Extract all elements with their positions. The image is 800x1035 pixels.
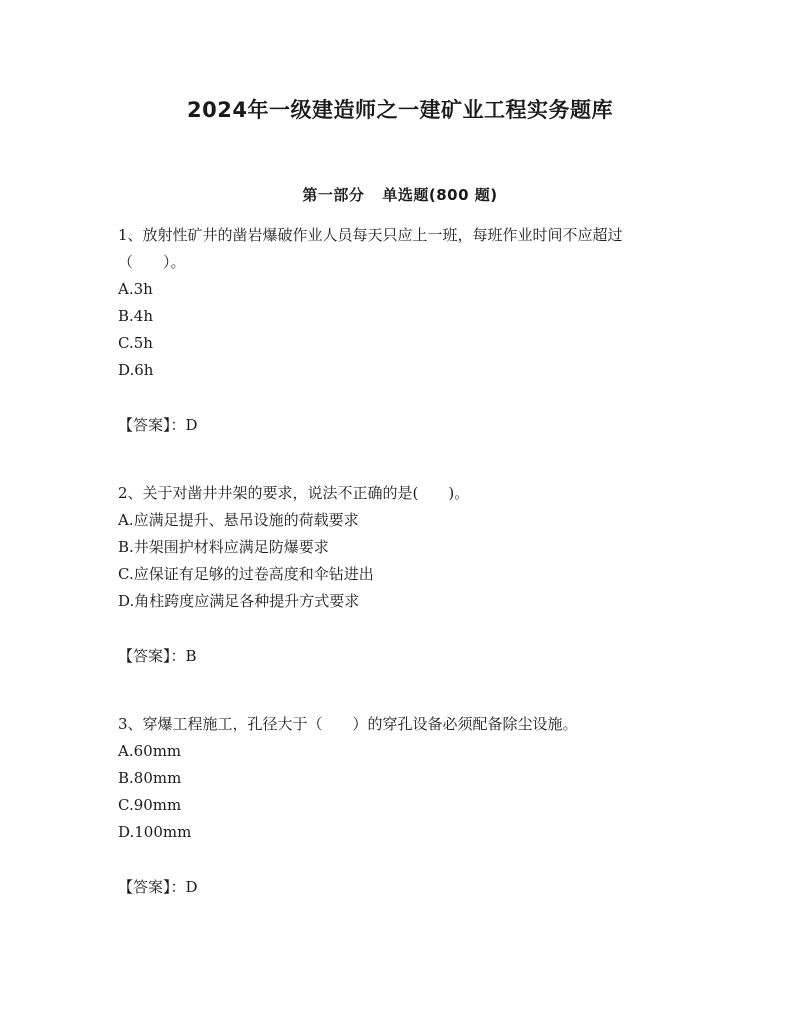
answer-line: 【答案】：D xyxy=(118,416,198,434)
answer-line: 【答案】：B xyxy=(118,647,197,665)
option-d: D.角柱跨度应满足各种提升方式要求 xyxy=(118,592,360,610)
option-c: C.应保证有足够的过卷高度和伞钻进出 xyxy=(118,565,374,583)
question-stem: 2、关于对凿井井架的要求，说法不正确的是( )。 xyxy=(118,484,470,502)
section-type-label: 单选题(800 题) xyxy=(382,186,498,204)
option-b: B.4h xyxy=(118,307,153,325)
question-2 xyxy=(118,480,688,670)
option-a: A.60mm xyxy=(118,742,182,760)
document-title: 2024年一级建造师之一建矿业工程实务题库 xyxy=(187,98,613,122)
question-1 xyxy=(118,222,688,439)
question-stem: 1、放射性矿井的凿岩爆破作业人员每天只应上一班，每班作业时间不应超过（ ）。 xyxy=(118,226,623,271)
section-heading xyxy=(0,184,800,205)
question-3 xyxy=(118,711,688,901)
section-part-label: 第一部分 xyxy=(302,186,365,204)
question-stem: 3、穿爆工程施工，孔径大于（ ）的穿孔设备必须配备除尘设施。 xyxy=(118,715,578,733)
option-a: A.3h xyxy=(118,280,153,298)
option-d: D.6h xyxy=(118,361,154,379)
answer-line: 【答案】：D xyxy=(118,878,198,896)
option-a: A.应满足提升、悬吊设施的荷载要求 xyxy=(118,511,359,529)
option-c: C.90mm xyxy=(118,796,182,814)
option-b: B.井架围护材料应满足防爆要求 xyxy=(118,538,329,556)
option-b: B.80mm xyxy=(118,769,182,787)
option-d: D.100mm xyxy=(118,823,192,841)
option-c: C.5h xyxy=(118,334,153,352)
